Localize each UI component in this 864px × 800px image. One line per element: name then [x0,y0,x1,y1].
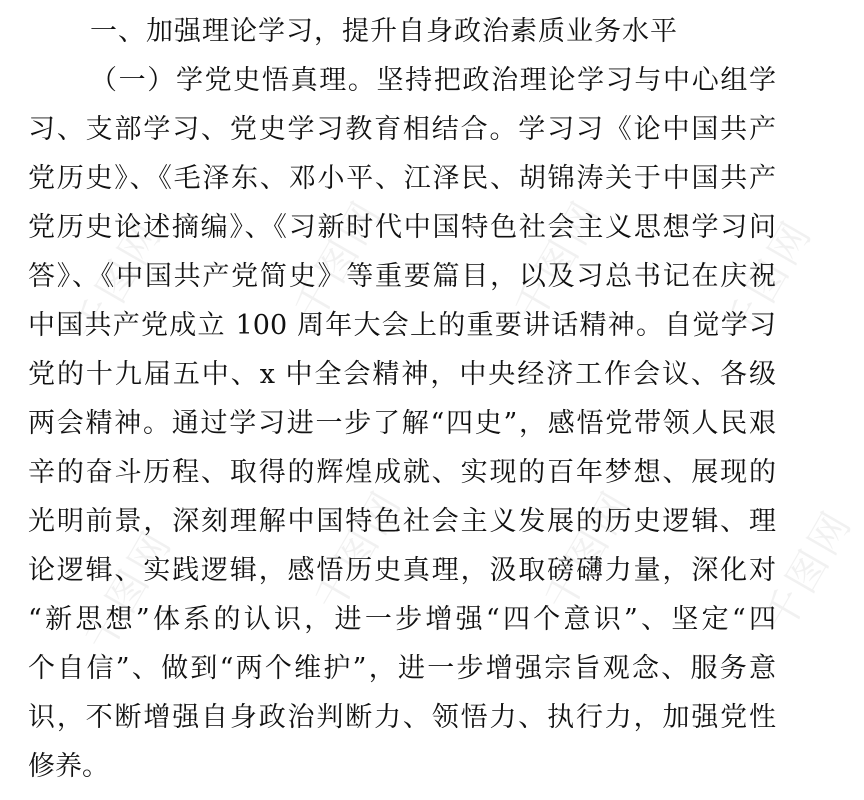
section-heading: 一、加强理论学习，提升自身政治素质业务水平 [90,16,678,47]
watermark: 千图网 [66,211,172,349]
watermark: 千图网 [756,501,862,639]
paragraph-line: 修养。 [28,751,109,782]
paragraph-line: 习、支部学习、党史学习教育相结合。学习习《论中国共产 [28,114,776,145]
watermark: 千图网 [76,521,182,659]
paragraph-line: 两会精神。通过学习进一步了解“四史”，感悟党带领人民艰 [28,408,776,439]
paragraph-line: 个自信”、做到“两个维护”，进一步增强宗旨观念、服务意 [28,653,776,684]
watermark: 千图网 [506,191,612,329]
paragraph-line: “新思想”体系的认识，进一步增强“四个意识”、坚定“四 [28,604,776,635]
paragraph-line: 党的十九届五中、x 中全会精神，中央经济工作会议、各级 [28,359,776,390]
paragraph-line: 党历史论述摘编》、《习新时代中国特色社会主义思想学习问 [28,212,776,243]
watermark: 千图网 [716,211,822,349]
paragraph-line: 答》、《中国共产党简史》等重要篇目，以及习总书记在庆祝 [28,261,776,292]
watermark: 千图网 [286,191,392,329]
paragraph-line: 中国共产党成立 100 周年大会上的重要讲话精神。自觉学习 [28,310,776,341]
paragraph-line: 光明前景，深刻理解中国特色社会主义发展的历史逻辑、理 [28,506,776,537]
paragraph-line: （一）学党史悟真理。坚持把政治理论学习与中心组学 [90,65,776,96]
watermark: 千图网 [536,481,642,619]
paragraph-line: 识，不断增强自身政治判断力、领悟力、执行力，加强党性 [28,702,776,733]
paragraph-line: 党历史》、《毛泽东、邓小平、江泽民、胡锦涛关于中国共产 [28,163,776,194]
paragraph-line: 论逻辑、实践逻辑，感悟历史真理，汲取磅礴力量，深化对 [28,555,776,586]
watermark: 千图网 [306,481,412,619]
paragraph-line: 辛的奋斗历程、取得的辉煌成就、实现的百年梦想、展现的 [28,457,776,488]
